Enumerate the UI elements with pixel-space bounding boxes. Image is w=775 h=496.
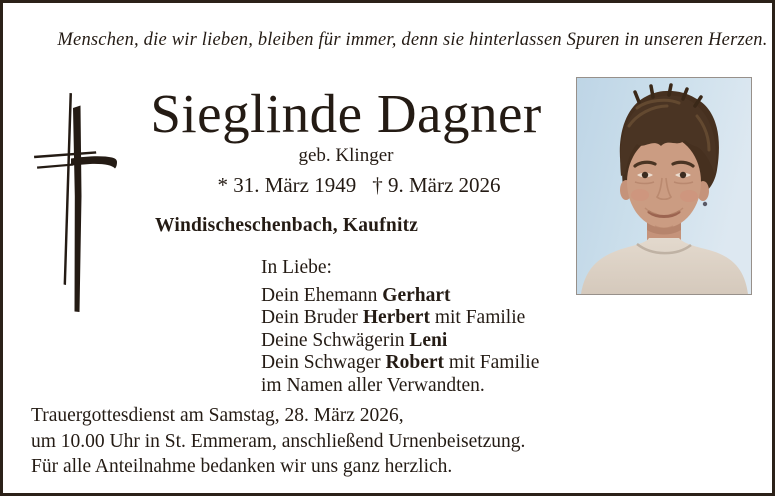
service-line-2: um 10.00 Uhr in St. Emmeram, anschließend Urnenbeisetzung. xyxy=(31,430,526,452)
portrait-photo xyxy=(576,77,752,295)
mourner-line xyxy=(261,330,539,353)
service-info xyxy=(31,403,525,480)
service-line-3: Für alle Anteilnahme bedanken wir uns ganz herzlich. xyxy=(31,456,453,477)
mourner-name: Leni xyxy=(409,329,448,351)
death-date: † 9. März 2026 xyxy=(372,173,501,198)
mourner-relation: Deine Schwägerin xyxy=(261,329,410,351)
birth-date: * 31. März 1949 xyxy=(217,173,357,198)
portrait-illustration xyxy=(577,78,751,294)
mourners-closing: im Namen aller Verwandten. xyxy=(261,374,485,396)
mourner-relation: Dein Schwager xyxy=(261,352,386,373)
mourner-relation: Dein Bruder xyxy=(261,307,363,328)
mourner-name: Herbert xyxy=(362,307,430,328)
deceased-name: Sieglinde Dagner xyxy=(150,83,542,144)
life-dates xyxy=(131,173,561,198)
mourner-relation: Dein Ehemann xyxy=(261,284,383,306)
mourner-suffix: mit Familie xyxy=(429,307,526,328)
deceased-header xyxy=(131,85,561,198)
mourner-name: Gerhart xyxy=(382,284,451,306)
mourners-intro: In Liebe: xyxy=(261,257,332,278)
service-line-1: Trauergottesdienst am Samstag, 28. März 2026, xyxy=(31,405,404,426)
maiden-name: geb. Klinger xyxy=(298,145,394,167)
mourner-line xyxy=(261,285,539,308)
mourner-suffix: mit Familie xyxy=(444,352,540,373)
residence: Windischeschenbach, Kaufnitz xyxy=(155,215,419,236)
mourners-block xyxy=(261,257,539,397)
mourner-line xyxy=(261,352,539,375)
mourner-name: Robert xyxy=(385,352,445,373)
memorial-cross-icon xyxy=(25,81,130,326)
mourner-line xyxy=(261,307,539,330)
memorial-quote: Menschen, die wir lieben, bleiben für immer, denn sie hinterlassen Spuren in unseren Herzen. xyxy=(57,30,768,50)
